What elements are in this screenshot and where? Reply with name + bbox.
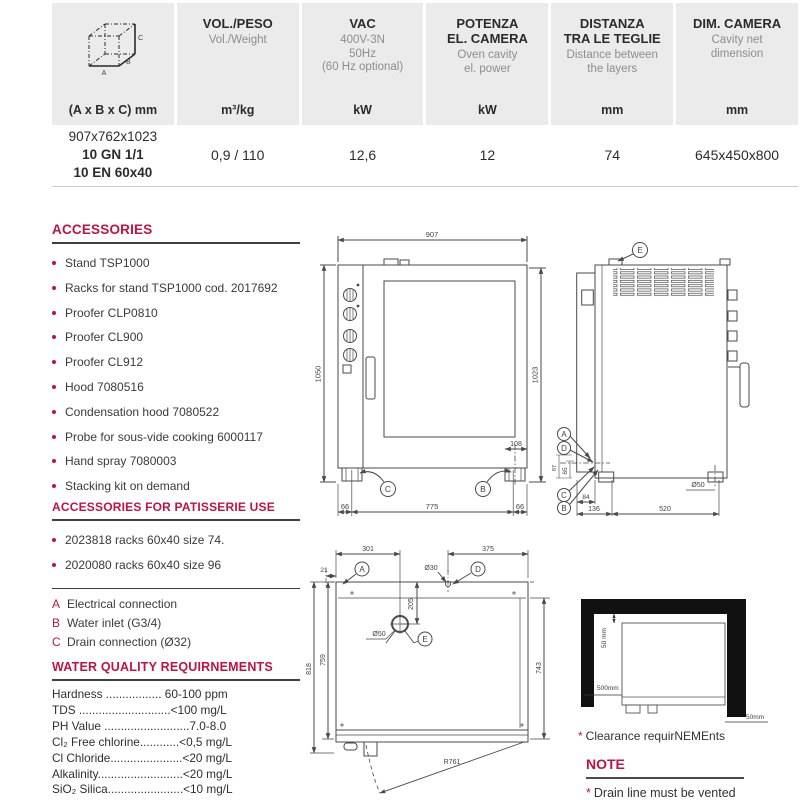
spec-col-layer-distance-header <box>551 3 673 125</box>
note-text: * Drain line must be vented <box>586 786 736 800</box>
water-quality-row: Cl Chloride......................<20 mg/L <box>52 750 232 765</box>
bullet-icon <box>52 385 56 389</box>
cube-dimensions-icon <box>81 18 145 81</box>
list-item: Stacking kit on demand <box>52 480 300 492</box>
patisserie-heading: ACCESSORIES FOR PATISSERIE USE <box>52 500 300 521</box>
spec-table-header-row <box>52 3 798 125</box>
col-subtitle: 50Hz <box>349 47 376 60</box>
side-label-b: B <box>561 504 567 513</box>
legend-row <box>52 636 300 648</box>
side-view-drawing <box>552 215 800 525</box>
legend-row <box>52 617 300 629</box>
top-dim-818: 818 <box>306 663 313 675</box>
value-line: 907x762x1023 <box>68 129 158 144</box>
side-label-d: D <box>561 444 567 453</box>
list-item: Condensation hood 7080522 <box>52 406 300 418</box>
bullet-icon <box>52 311 56 315</box>
caption-text: Clearance requirNEMEnts <box>585 729 726 743</box>
value-line: 10 EN 60x40 <box>73 165 153 180</box>
value-vac: 12,6 <box>348 147 377 163</box>
side-dim-foot-diameter: Ø50 <box>691 482 705 489</box>
water-quality-row: TDS ............................<100 mg/L <box>52 702 227 717</box>
side-dim-65: 65 <box>562 467 569 475</box>
col-subtitle: dimension <box>710 47 764 60</box>
side-label-c: C <box>561 491 567 500</box>
bullet-icon <box>52 484 56 488</box>
side-dim-84: 84 <box>582 494 590 501</box>
bullet-icon <box>52 360 56 364</box>
side-dim-136: 136 <box>588 506 600 513</box>
list-item: 2020080 racks 60x40 size 96 <box>52 559 300 571</box>
top-dim-radius: R761 <box>443 759 461 766</box>
list-item: Proofer CL912 <box>52 356 300 368</box>
clearance-top-gap: 50 mm <box>601 628 608 648</box>
front-dim-height-right: 1023 <box>530 366 540 384</box>
col-subtitle: (60 Hz optional) <box>321 61 404 73</box>
list-item: Racks for stand TSP1000 cod. 2017692 <box>52 282 300 294</box>
legend-letter: B <box>52 616 61 630</box>
col-title: DIM. CAMERA <box>693 16 782 31</box>
top-dim-301: 301 <box>362 546 374 553</box>
top-dim-205: 205 <box>408 598 415 610</box>
col-subtitle: Vol./Weight <box>208 34 267 46</box>
list-item: Stand TSP1000 <box>52 257 300 269</box>
spec-table-values-row <box>52 125 798 185</box>
front-dim-foot-offset: 108 <box>510 441 522 448</box>
front-dim-bottom-right: 66 <box>515 502 525 511</box>
clearance-drawing <box>578 593 773 728</box>
list-item: Proofer CLP0810 <box>52 307 300 319</box>
side-label-a: A <box>561 430 567 439</box>
col-title: TRA LE TEGLIE <box>563 31 661 46</box>
cube-label-a: A <box>101 70 107 76</box>
col-unit: kW <box>478 103 497 117</box>
col-subtitle: the layers <box>587 62 638 75</box>
patisserie-section <box>52 500 300 584</box>
spec-col-power-header <box>426 3 548 125</box>
bullet-icon <box>52 563 56 567</box>
top-dim-375: 375 <box>482 546 494 553</box>
legend-row <box>52 598 300 610</box>
top-label-a: A <box>359 565 365 574</box>
note-heading: NOTE <box>586 756 744 779</box>
water-quality-section <box>52 660 300 798</box>
table-separator <box>52 186 798 187</box>
bullet-icon <box>52 410 56 414</box>
bullet-icon <box>52 286 56 290</box>
col-unit: mm <box>601 103 624 117</box>
bullet-icon <box>52 459 56 463</box>
top-dim-759: 759 <box>320 654 327 666</box>
front-dim-width: 907 <box>425 230 439 239</box>
col-title: DISTANZA <box>579 16 645 31</box>
col-title: POTENZA <box>456 16 519 31</box>
list-item: Hood 7080516 <box>52 381 300 393</box>
value-volume: 0,9 / 110 <box>211 147 265 163</box>
bullet-icon <box>52 435 56 439</box>
top-dim-21: 21 <box>320 567 328 574</box>
col-subtitle: Cavity net <box>711 34 763 46</box>
value-dimensions <box>52 125 174 185</box>
water-quality-row: PH Value ..........................7.0-8.0 <box>52 718 227 733</box>
list-item: Probe for sous-vide cooking 6000117 <box>52 431 300 443</box>
list-item: Hand spray 7080003 <box>52 455 300 467</box>
side-dim-87: 87 <box>552 464 558 472</box>
col-unit: kW <box>353 103 372 117</box>
front-label-b: B <box>480 484 486 494</box>
col-subtitle: el. power <box>464 62 511 75</box>
water-quality-row: Hardness ................. 60-100 ppm <box>52 687 228 701</box>
front-dim-height-left: 1050 <box>313 365 323 383</box>
spec-col-vac-header <box>302 3 424 125</box>
list-item: Proofer CL900 <box>52 331 300 343</box>
top-dim-drain: Ø50 <box>372 631 386 638</box>
water-quality-row: Cl₂ Free chlorine............<0,5 mg/L <box>52 734 232 749</box>
value-layer-distance: 74 <box>604 147 621 163</box>
col-unit: m³/kg <box>221 103 255 117</box>
side-dim-520: 520 <box>659 506 671 513</box>
top-label-e: E <box>422 635 428 644</box>
bullet-icon <box>52 538 56 542</box>
clearance-right-gap: 50mm <box>746 714 765 721</box>
value-cavity-dim: 645x450x800 <box>695 147 780 163</box>
clearance-left-gap: 500mm <box>597 685 619 692</box>
col-subtitle: Distance between <box>566 49 658 61</box>
col-title: VOL./PESO <box>202 16 273 31</box>
front-label-c: C <box>384 484 392 494</box>
spec-col-cavity-dim-header <box>676 3 798 125</box>
side-label-e: E <box>637 246 643 255</box>
spec-col-volume-header <box>177 3 299 125</box>
top-label-d: D <box>475 565 481 574</box>
accessories-heading: ACCESSORIES <box>52 222 300 244</box>
cube-label-b: B <box>125 59 131 66</box>
value-power: 12 <box>479 147 496 163</box>
front-view-drawing <box>300 218 565 525</box>
list-item: 2023818 racks 60x40 size 74. <box>52 534 300 546</box>
col-title: VAC <box>349 16 376 31</box>
bullet-icon <box>52 261 56 265</box>
asterisk: * <box>586 786 591 800</box>
col-unit: mm <box>725 103 749 117</box>
legend-letter: A <box>52 597 61 611</box>
bullet-icon <box>52 335 56 339</box>
top-dim-hole: Ø30 <box>424 565 438 572</box>
spec-col-dimensions-unit: (A x B x C) mm <box>68 103 158 117</box>
cube-label-c: C <box>137 35 143 42</box>
front-dim-bottom-left: 66 <box>340 502 350 511</box>
col-subtitle: Oven cavity <box>457 49 518 61</box>
col-title: EL. CAMERA <box>446 31 528 46</box>
clearance-caption <box>578 729 725 743</box>
legend-text: Drain connection (Ø32) <box>67 635 192 649</box>
spec-col-dimensions-header <box>52 3 174 125</box>
legend-text: Electrical connection <box>67 597 178 611</box>
asterisk: * <box>578 729 583 743</box>
legend-text: Water inlet (G3/4) <box>67 616 162 630</box>
water-quality-row: SiO₂ Silica.......................<10 mg/L <box>52 782 233 797</box>
water-quality-row: Alkalinity..........................<20 mg/L <box>52 766 233 781</box>
value-line: 10 GN 1/1 <box>82 147 144 162</box>
spec-table <box>52 3 798 187</box>
top-dim-743: 743 <box>536 662 543 674</box>
connection-legend <box>52 588 300 655</box>
front-dim-bottom-center: 775 <box>425 502 439 511</box>
legend-letter: C <box>52 635 61 649</box>
accessories-section <box>52 222 300 505</box>
note-section <box>586 756 744 800</box>
top-view-drawing <box>300 532 570 800</box>
col-subtitle: 400V-3N <box>340 34 385 46</box>
water-quality-heading: WATER QUALITY REQUIRNEMENTS <box>52 660 300 681</box>
